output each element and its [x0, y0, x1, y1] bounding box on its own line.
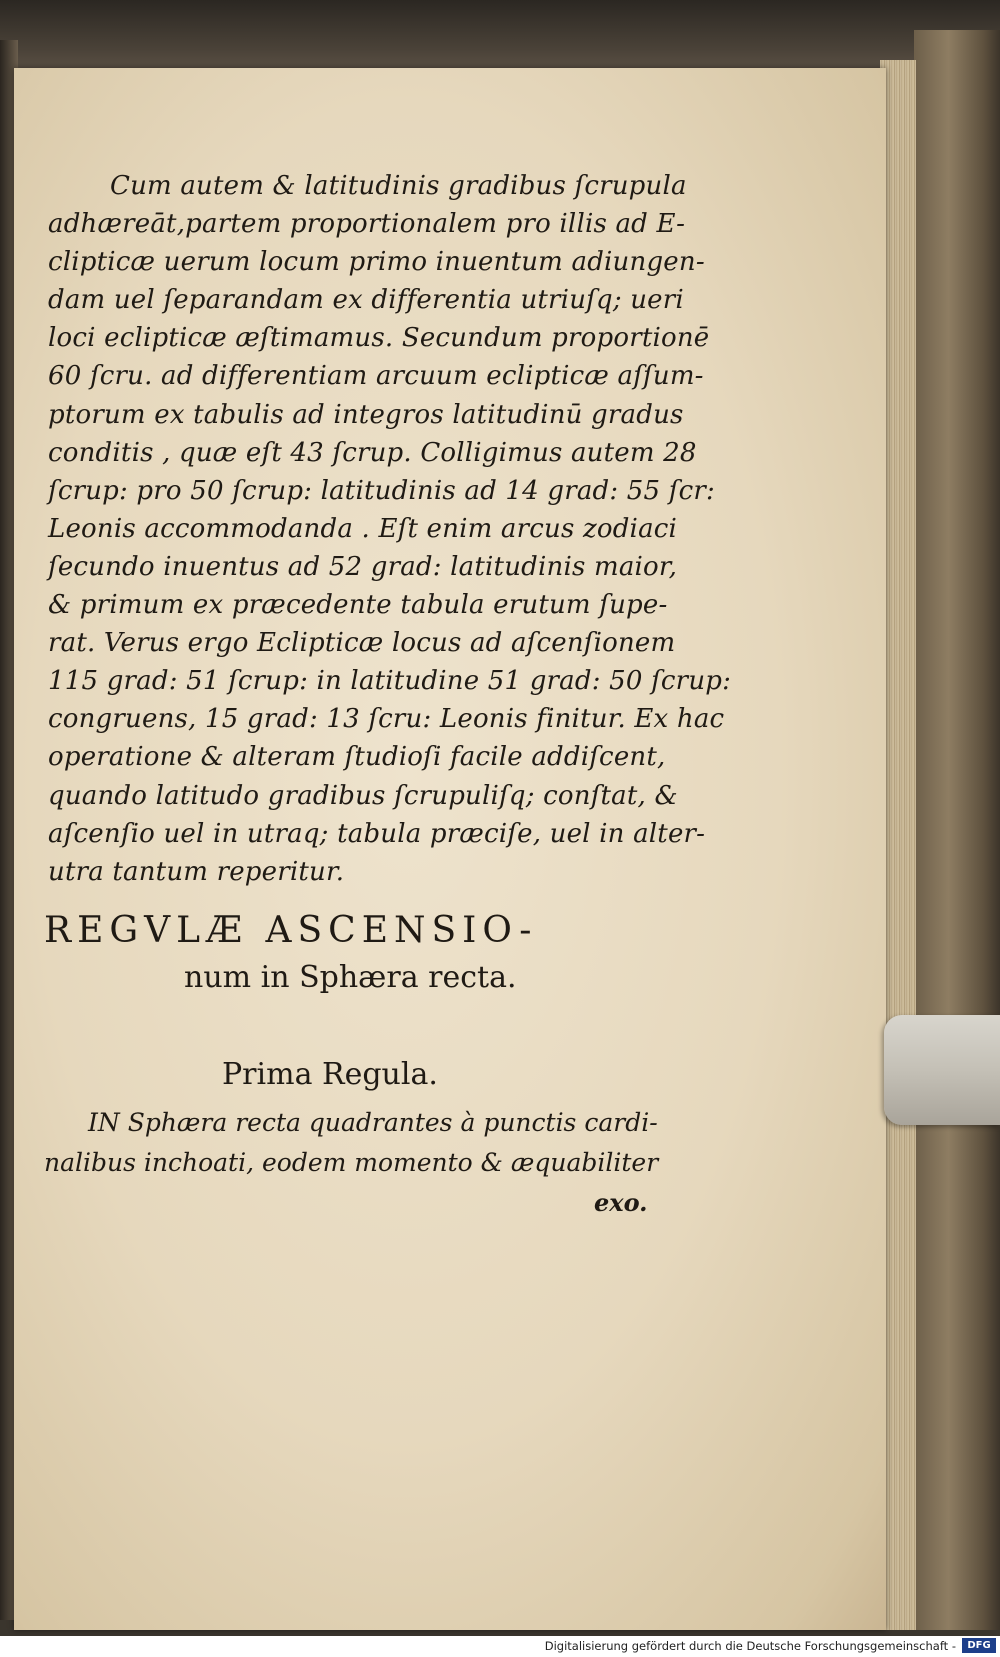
body-line: & primum ex præcedente tabula erutum ſupe- — [48, 590, 668, 621]
body-line: aſcenſio uel in utraq; tabula præciſe, uel in alter- — [48, 818, 706, 849]
body-line: loci eclipticæ æſtimamus. Secundum proportionē — [48, 323, 710, 354]
body-text — [48, 167, 732, 891]
body-line: 60 ſcru. ad differentiam arcuum eclipticæ aſſum- — [48, 361, 704, 392]
body-line: Leonis accommodanda . Eſt enim arcus zodiaci — [48, 513, 678, 544]
rule-title: Prima Regula. — [222, 1057, 438, 1092]
body-line: ptorum ex tabulis ad integros latitudinū gradus — [48, 399, 684, 430]
book-binding — [914, 30, 1000, 1630]
body-line: conditis , quæ eſt 43 ſcrup. Colligimus autem 28 — [48, 437, 697, 468]
catchword: exo. — [594, 1188, 648, 1217]
dfg-logo: DFG — [962, 1638, 996, 1653]
body-line: operatione & alteram ſtudioſi facile addiſcent, — [48, 742, 666, 773]
body-line: dam uel ſeparandam ex differentia utriuſq; ueri — [48, 285, 684, 316]
body-line: ſecundo inuentus ad 52 grad: latitudinis maior, — [48, 551, 678, 582]
section-heading: REGVLÆ ASCENSIO- — [44, 910, 538, 951]
body-line: utra tantum reperitur. — [48, 856, 345, 887]
section-subheading: num in Sphæra recta. — [184, 960, 517, 995]
body-line: clipticæ uerum locum primo inuentum adiungen- — [48, 247, 705, 278]
body-line: Cum autem & latitudinis gradibus ſcrupula — [110, 171, 687, 201]
scan-background-top — [0, 0, 1000, 70]
clasp-strap — [884, 1015, 1000, 1125]
body-line: rat. Verus ergo Eclipticæ locus ad aſcenſionem — [48, 628, 676, 659]
digitization-credit: Digitalisierung gefördert durch die Deutsche Forschungsgemeinschaft - — [544, 1639, 956, 1653]
rule-text-line: IN Sphæra recta quadrantes à punctis cardi- — [88, 1108, 658, 1137]
body-line: congruens, 15 grad: 13 ſcru: Leonis finitur. Ex hac — [48, 704, 725, 735]
body-line: 115 grad: 51 ſcrup: in latitudine 51 grad: 50 ſcrup: — [48, 666, 732, 697]
rule-text-line: nalibus inchoati, eodem momento & æquabiliter — [44, 1148, 659, 1177]
body-line: adhæreāt,partem proportionalem pro illis ad E- — [48, 209, 686, 240]
body-line: ſcrup: pro 50 ſcrup: latitudinis ad 14 grad: 55 ſcr: — [48, 475, 715, 506]
body-line: quando latitudo gradibus ſcrupuliſq; conſtat, & — [48, 780, 678, 811]
